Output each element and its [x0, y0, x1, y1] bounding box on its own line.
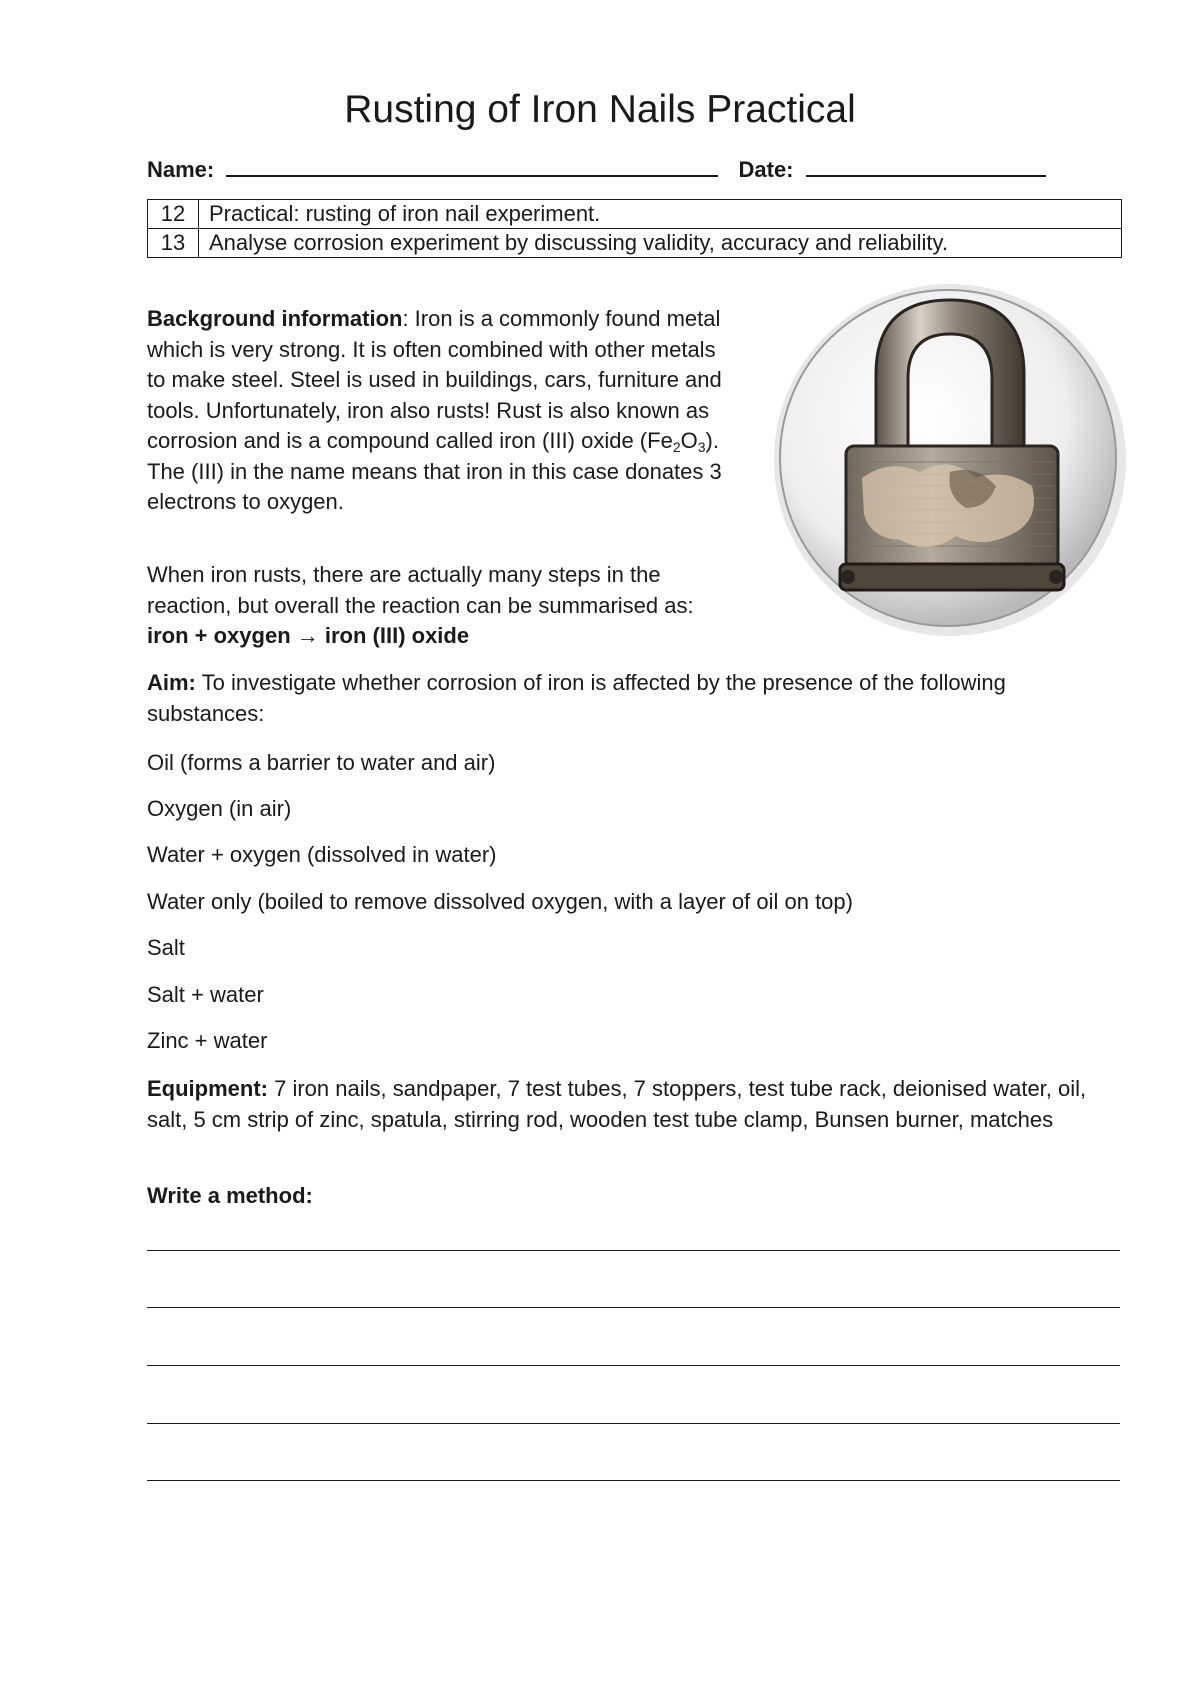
list-item: Water only (boiled to remove dissolved oxygen, with a layer of oil on top) [147, 889, 853, 914]
equipment-text: 7 iron nails, sandpaper, 7 test tubes, 7 stoppers, test tube rack, deionised water, oil, salt, 5 cm strip of zinc, spatula, stirring rod, wooden test tube clamp, Bunsen burner, matches [147, 1076, 1087, 1132]
learning-outcomes-table [147, 199, 1122, 258]
equipment-label: Equipment: [147, 1076, 268, 1101]
word-equation: iron + oxygen → iron (III) oxide [147, 623, 470, 648]
name-field[interactable] [226, 155, 718, 177]
outcome-text: Practical: rusting of iron nail experiment. [199, 200, 1122, 229]
formula-subscript: 2 [672, 439, 681, 455]
aim-paragraph [147, 668, 1122, 729]
page-title: Rusting of Iron Nails Practical [344, 88, 856, 131]
method-answer-line[interactable] [147, 1365, 1120, 1366]
table-row [148, 229, 1122, 258]
date-field[interactable] [806, 155, 1046, 177]
aim-label: Aim: [147, 670, 196, 695]
name-label: Name: [147, 157, 215, 182]
list-item: Salt + water [147, 982, 264, 1007]
outcome-number: 13 [148, 229, 199, 258]
aim-text: To investigate whether corrosion of iron is affected by the presence of the following substances: [147, 670, 1006, 726]
background-text: : Iron is a commonly found metal which is very strong. It is often combined with other metals to make steel. Steel is used in buildings, cars, furniture and tools. Unfortunately, iron also rusts! Rust is also known as corrosion and is a compound called iron (III) oxide (Fe [147, 306, 722, 453]
method-answer-line[interactable] [147, 1423, 1120, 1424]
method-heading [147, 1181, 313, 1212]
list-item: Oxygen (in air) [147, 796, 292, 821]
outcome-number: 12 [148, 200, 199, 229]
method-answer-line[interactable] [147, 1307, 1120, 1308]
formula-subscript: 3 [697, 439, 706, 455]
equipment-paragraph [147, 1074, 1122, 1135]
date-label: Date: [738, 157, 794, 182]
background-label: Background information [147, 306, 403, 331]
background-text-end: ). The (III) in the name means that iron in this case donates 3 electrons to oxygen. [147, 428, 722, 514]
list-item: Zinc + water [147, 1028, 268, 1053]
rusty-padlock-icon [770, 282, 1130, 638]
outcome-text: Analyse corrosion experiment by discussing validity, accuracy and reliability. [199, 229, 1122, 258]
method-label: Write a method: [147, 1183, 313, 1208]
table-row [148, 200, 1122, 229]
method-answer-line[interactable] [147, 1480, 1120, 1481]
list-item: Water + oxygen (dissolved in water) [147, 842, 497, 867]
reaction-paragraph [147, 560, 727, 652]
padlock-image [770, 282, 1130, 638]
list-item: Oil (forms a barrier to water and air) [147, 750, 496, 775]
reaction-text: When iron rusts, there are actually many steps in the reaction, but overall the reaction can be summarised as: [147, 562, 694, 618]
list-item: Salt [147, 935, 185, 960]
formula-oxygen: O [680, 428, 698, 453]
method-answer-line[interactable] [147, 1250, 1120, 1251]
background-paragraph [147, 304, 732, 518]
name-date-row [147, 155, 1046, 183]
